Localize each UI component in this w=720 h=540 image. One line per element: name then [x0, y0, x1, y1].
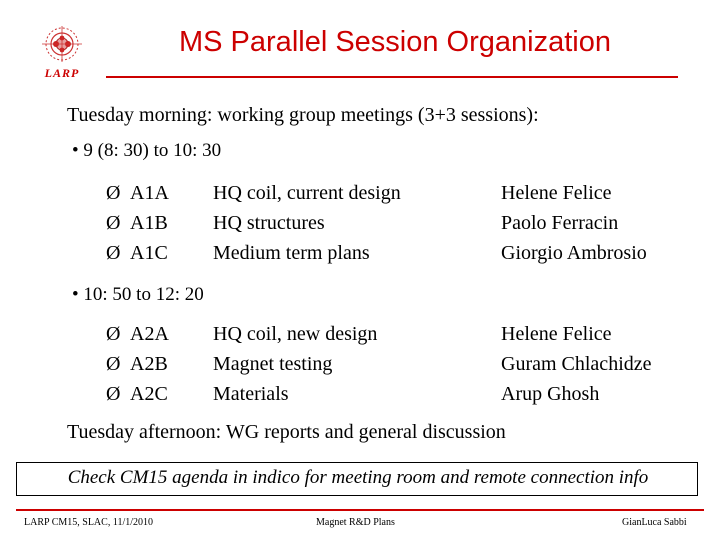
bullet-icon: •	[72, 284, 79, 305]
slide-title: MS Parallel Session Organization	[179, 26, 611, 58]
group-topic: HQ coil, new design	[213, 323, 378, 345]
footer-right: GianLuca Sabbi	[622, 517, 687, 528]
morning-heading: Tuesday morning: working group meetings (3+3 sessions):	[67, 104, 539, 126]
larp-logo-text: LARP	[44, 66, 80, 80]
agenda-note: Check CM15 agenda in indico for meeting room and remote connection info	[67, 467, 649, 488]
group-leader: Helene Felice	[501, 323, 612, 345]
group-topic: Magnet testing	[213, 353, 333, 375]
group-leader: Giorgio Ambrosio	[501, 242, 647, 264]
group-leader: Paolo Ferracin	[501, 212, 619, 234]
arrow-bullet-icon: Ø	[106, 353, 121, 375]
footer-center: Magnet R&D Plans	[316, 517, 395, 528]
larp-logo	[36, 24, 88, 86]
afternoon-heading: Tuesday afternoon: WG reports and general discussion	[67, 421, 506, 443]
agenda-note-box	[16, 462, 698, 496]
group-topic: Materials	[213, 383, 289, 405]
session-1-time-text: 9 (8: 30) to 10: 30	[83, 140, 222, 161]
group-leader: Helene Felice	[501, 182, 612, 204]
footer-left: LARP CM15, SLAC, 11/1/2010	[24, 517, 153, 528]
arrow-bullet-icon: Ø	[106, 323, 121, 345]
group-code: A1B	[130, 212, 168, 234]
group-topic: Medium term plans	[213, 242, 370, 264]
title-underline	[106, 76, 678, 78]
footer-rule	[16, 509, 704, 511]
group-topic: HQ structures	[213, 212, 325, 234]
session-2-time-text: 10: 50 to 12: 20	[83, 284, 204, 305]
arrow-bullet-icon: Ø	[106, 383, 121, 405]
bullet-icon: •	[72, 140, 79, 161]
group-code: A2B	[130, 353, 168, 375]
group-topic: HQ coil, current design	[213, 182, 401, 204]
group-leader: Guram Chlachidze	[501, 353, 652, 375]
arrow-bullet-icon: Ø	[106, 242, 121, 264]
arrow-bullet-icon: Ø	[106, 212, 121, 234]
arrow-bullet-icon: Ø	[106, 182, 121, 204]
group-code: A1C	[130, 242, 168, 264]
session-1-time	[72, 140, 221, 162]
group-code: A1A	[130, 182, 169, 204]
session-2-time	[72, 284, 204, 306]
group-code: A2C	[130, 383, 168, 405]
group-code: A2A	[130, 323, 169, 345]
group-leader: Arup Ghosh	[501, 383, 600, 405]
